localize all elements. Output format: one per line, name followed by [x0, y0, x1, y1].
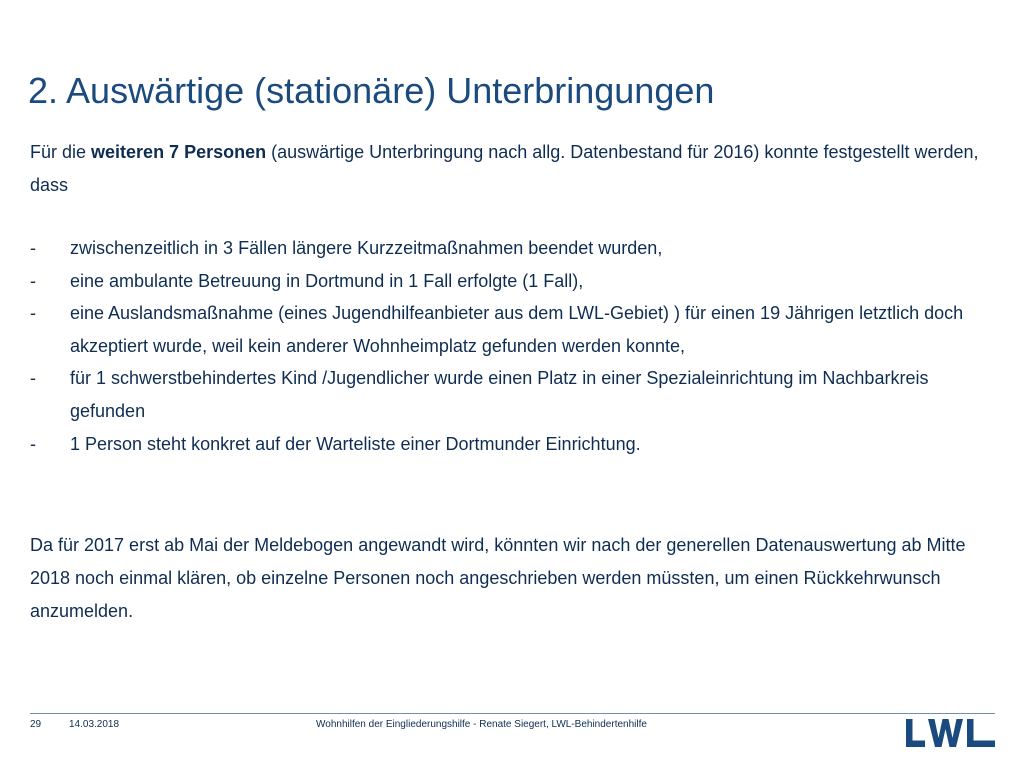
bullet-text: eine ambulante Betreuung in Dortmund in 1 Fall erfolgte (1 Fall), [70, 270, 584, 291]
bullet-text: für 1 schwerstbehindertes Kind /Jugendlicher wurde einen Platz in einer Spezialeinrichtung im Nachbarkreis gefunden [70, 368, 929, 421]
bullet-text: eine Auslandsmaßnahme (eines Jugendhilfeanbieter aus dem LWL-Gebiet) ) für einen 19 Jährigen letztlich doch akzeptiert wurde, weil kein anderer Wohnheimplatz gefunden werden konnte, [70, 303, 964, 356]
intro-prefix: Für die [30, 142, 92, 162]
bullet-list [30, 232, 990, 460]
closing-paragraph: Da für 2017 erst ab Mai der Meldebogen angewandt wird, könnten wir nach der generellen Datenauswertung ab Mitte 2018 noch einmal klären, ob einzelne Personen noch angeschrieben werden müssten, um einen Rückkehrwunsch anzumelden. [30, 535, 966, 621]
bullet-dash: - [30, 303, 36, 324]
intro-suffix: (auswärtige Unterbringung nach allg. Datenbestand für 2016) konnte festgestellt werden, dass [30, 142, 979, 195]
list-item [30, 265, 990, 298]
page-number: 29 [30, 719, 42, 730]
footer-text: Wohnhilfen der Eingliederungshilfe - Renate Siegert, LWL-Behindertenhilfe [316, 719, 647, 730]
list-item [30, 428, 990, 461]
bullet-text: zwischenzeitlich in 3 Fällen längere Kurzzeitmaßnahmen beendet wurden, [70, 238, 663, 258]
footer-date: 14.03.2018 [69, 719, 120, 730]
footer-divider [30, 713, 995, 714]
intro-bold: weiteren 7 Personen [91, 142, 267, 162]
bullet-dash: - [30, 270, 36, 291]
lwl-logo [906, 718, 996, 748]
bullet-text: 1 Person steht konkret auf der Warteliste einer Dortmunder Einrichtung. [70, 433, 641, 454]
slide-title: 2. Auswärtige (stationäre) Unterbringungen [28, 70, 715, 111]
bullet-dash: - [30, 238, 36, 258]
intro-paragraph [30, 136, 990, 201]
bullet-dash: - [30, 433, 36, 454]
list-item [30, 362, 990, 427]
bullet-dash: - [30, 368, 36, 389]
list-item [30, 232, 990, 265]
list-item [30, 297, 990, 362]
